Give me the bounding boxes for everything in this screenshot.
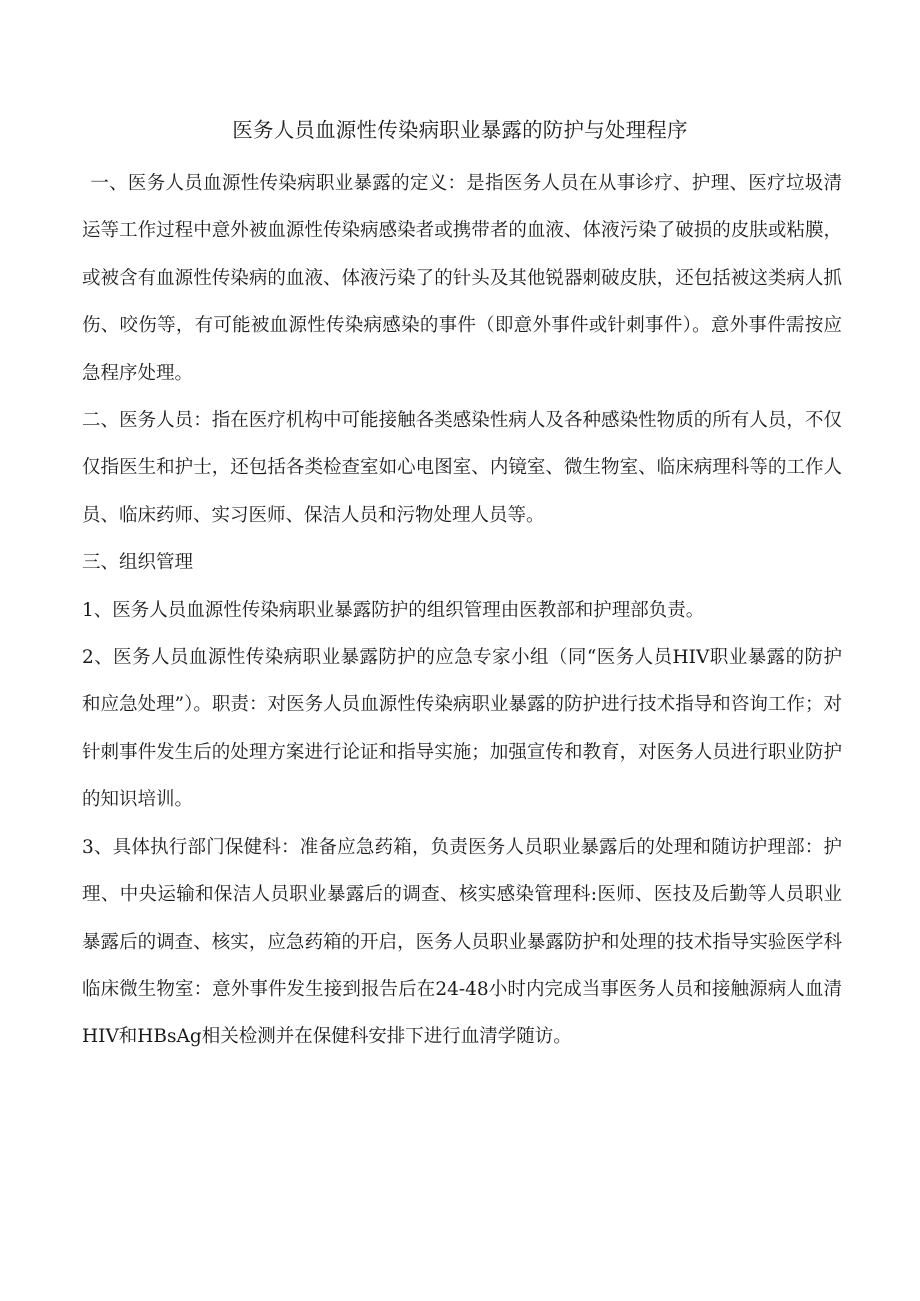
paragraph-item-3: 3、具体执行部门保健科：准备应急药箱，负责医务人员职业暴露后的处理和随访护理部：护理、中央运输和保洁人员职业暴露后的调查、核实感染管理科:医师、医技及后勤等人员职业暴露后的调查、核实，应急药箱的开启，医务人员职业暴露防护和处理的技术指导实验医学科临床微生物室：意外事件发生接到报告后在24-48小时内完成当事医务人员和接触源病人血清HIV和HBsAg相关检测并在保健科安排下进行血清学随访。 [82, 836, 842, 1048]
document-body [82, 160, 842, 1061]
paragraph-medical-staff: 二、医务人员：指在医疗机构中可能接触各类感染性病人及各种感染性物质的所有人员，不仅仅指医生和护士，还包括各类检查室如心电图室、内镜室、微生物室、临床病理科等的工作人员、临床药师、实习医师、保洁人员和污物处理人员等。 [82, 410, 842, 526]
paragraph-item-2: 2、医务人员血源性传染病职业暴露防护的应急专家小组（同“医务人员HIV职业暴露的防护和应急处理”）。职责：对医务人员血源性传染病职业暴露的防护进行技术指导和咨询工作；对针刺事件发生后的处理方案进行论证和指导实施；加强宣传和教育，对医务人员进行职业防护的知识培训。 [82, 647, 842, 811]
paragraph-item-1: 1、医务人员血源性传染病职业暴露防护的组织管理由医教部和护理部负责。 [82, 599, 705, 621]
section-heading-organization: 三、组织管理 [82, 552, 194, 574]
paragraph-definition: 一、医务人员血源性传染病职业暴露的定义：是指医务人员在从事诊疗、护理、医疗垃圾清运等工作过程中意外被血源性传染病感染者或携带者的血液、体液污染了破损的皮肤或粘膜，或被含有血源性传染病的血液、体液污染了的针头及其他锐器刺破皮肤，还包括被这类病人抓伤、咬伤等，有可能被血源性传染病感染的事件（即意外事件或针刺事件）。意外事件需按应急程序处理。 [82, 173, 842, 384]
document-title: 医务人员血源性传染病职业暴露的防护与处理程序 [232, 118, 688, 142]
